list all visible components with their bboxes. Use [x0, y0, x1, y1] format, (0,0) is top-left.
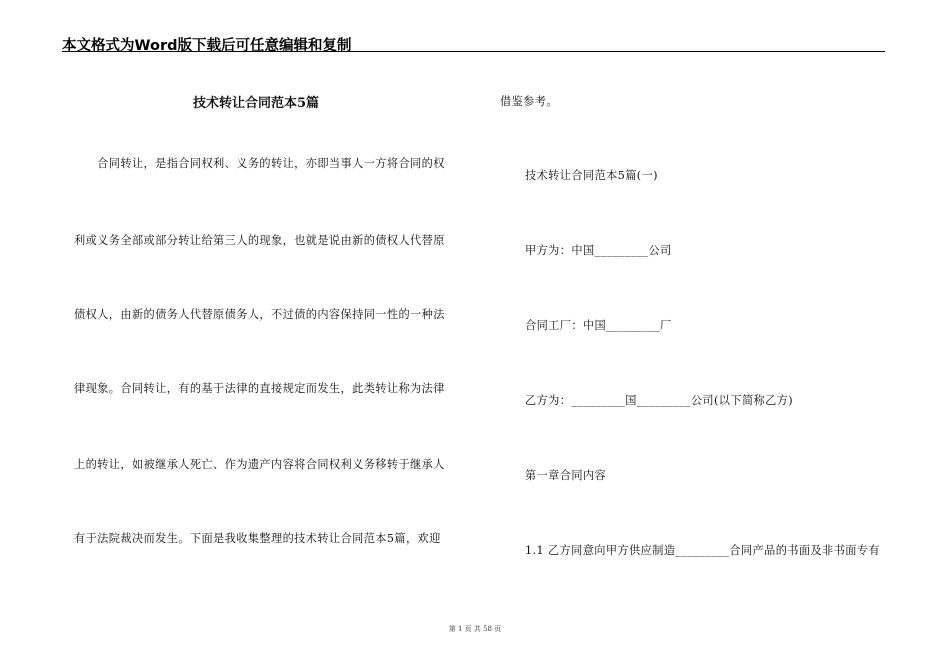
left-paragraph-line: 债权人，由新的债务人代替原债务人，不过债的内容保持同一性的一种法 — [74, 308, 445, 321]
clause-line: 1.1 乙方同意向甲方供应制造_________合同产品的书面及非书面专有 — [525, 544, 880, 557]
header-banner: 本文格式为Word版下载后可任意编辑和复制 — [62, 38, 352, 54]
chapter-heading: 第一章合同内容 — [525, 469, 607, 482]
right-section-heading: 技术转让合同范本5篇(一) — [525, 169, 658, 182]
document-title: 技术转让合同范本5篇 — [193, 96, 320, 111]
right-paragraph-line: 借鉴参考。 — [500, 95, 558, 108]
left-paragraph-line: 有于法院裁决而发生。下面是我收集整理的技术转让合同范本5篇，欢迎 — [74, 532, 441, 545]
header-divider — [62, 51, 885, 52]
party-a-line: 甲方为：中国_________公司 — [525, 244, 672, 257]
left-paragraph-line: 律现象。合同转让，有的基于法律的直接规定而发生，此类转让称为法律 — [74, 382, 445, 395]
party-b-line: 乙方为：_________国_________公司(以下简称乙方) — [525, 394, 794, 407]
left-paragraph-line: 利或义务全部或部分转让给第三人的现象，也就是说由新的债权人代替原 — [74, 234, 445, 247]
left-paragraph-line: 上的转让，如被继承人死亡、作为遗产内容将合同权利义务移转于继承人 — [74, 458, 445, 471]
factory-line: 合同工厂：中国_________厂 — [525, 319, 672, 332]
page-number: 第 1 页 共 58 页 — [448, 625, 502, 633]
left-paragraph-line: 合同转让，是指合同权利、义务的转让，亦即当事人一方将合同的权 — [74, 157, 445, 170]
